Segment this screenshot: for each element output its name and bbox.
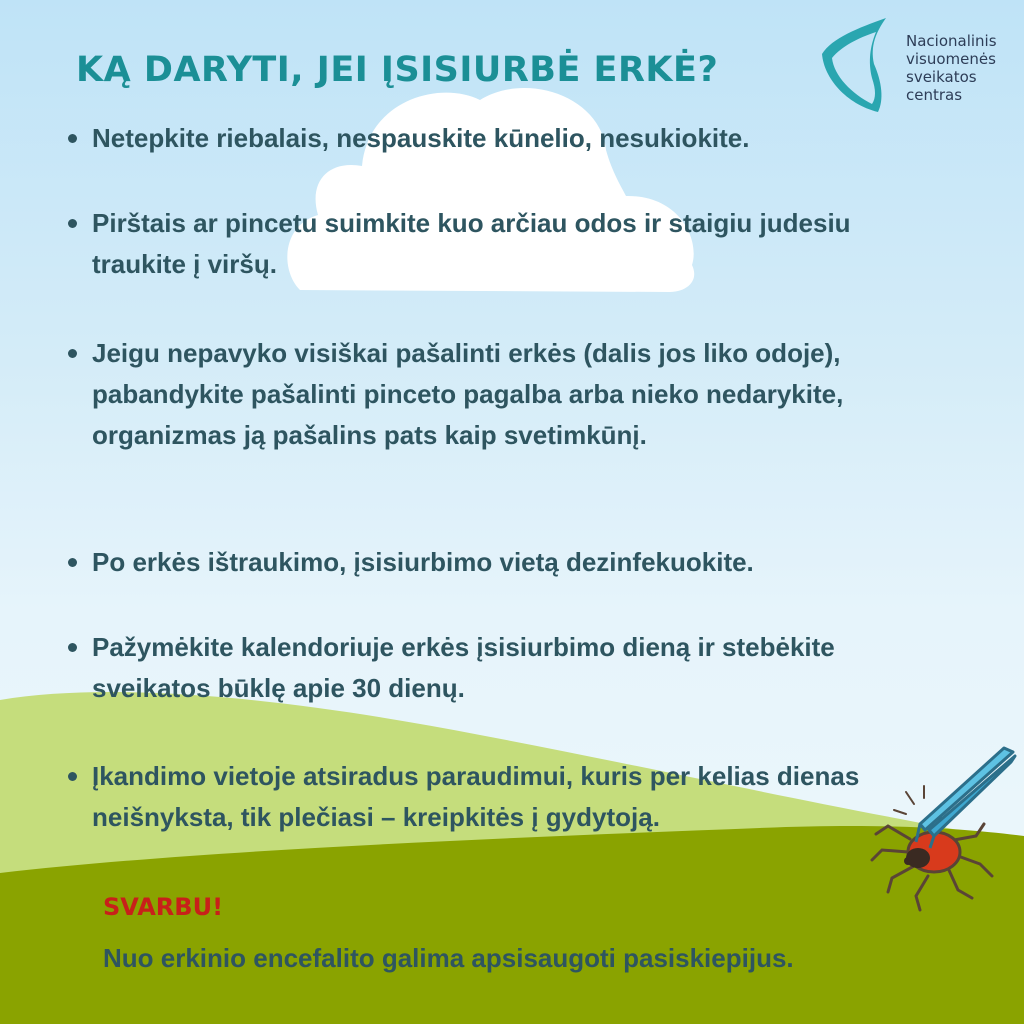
tip-item [92, 627, 882, 709]
organization-logo [818, 16, 1018, 116]
important-label: SVARBU! [103, 893, 224, 921]
tip-item [92, 118, 882, 159]
logo-text [906, 32, 997, 104]
tip-item [92, 333, 882, 456]
tip-text: Įkandimo vietoje atsiradus paraudimui, kuris per kelias dienas neišnyksta, tik plečiasi – kreipkitės į gydytoją. [92, 761, 860, 832]
bullet-icon [68, 643, 77, 652]
tip-item [92, 756, 882, 838]
page-title: KĄ DARYTI, JEI ĮSISIURBĖ ERKĖ? [76, 50, 719, 90]
bullet-icon [68, 219, 77, 228]
important-text: Nuo erkinio encefalito galima apsisaugoti pasiskiepijus. [103, 943, 794, 973]
bullet-icon [68, 558, 77, 567]
bullet-icon [68, 349, 77, 358]
logo-line-3: sveikatos [906, 68, 977, 86]
logo-line-4: centras [906, 86, 963, 104]
tip-item [92, 542, 882, 583]
logo-line-2: visuomenės [906, 50, 996, 68]
logo-line-1: Nacionalinis [906, 32, 997, 50]
tip-text: Jeigu nepavyko visiškai pašalinti erkės (dalis jos liko odoje), pabandykite pašalinti pinceto pagalba arba nieko nedarykite, organizmas ją pašalins pats kaip svetimkūnį. [92, 338, 844, 450]
tip-text: Pažymėkite kalendoriuje erkės įsisiurbimo dieną ir stebėkite sveikatos būklę apie 30 dienų. [92, 632, 835, 703]
tip-item [92, 203, 882, 285]
bullet-icon [68, 134, 77, 143]
nvsc-logo-mark-icon [818, 16, 898, 116]
tip-text: Netepkite riebalais, nespauskite kūnelio, nesukiokite. [92, 123, 750, 153]
tip-text: Pirštais ar pincetu suimkite kuo arčiau odos ir staigiu judesiu traukite į viršų. [92, 208, 851, 279]
tip-text: Po erkės ištraukimo, įsisiurbimo vietą dezinfekuokite. [92, 547, 754, 577]
bullet-icon [68, 772, 77, 781]
tweezers-tick-icon [868, 744, 1018, 914]
